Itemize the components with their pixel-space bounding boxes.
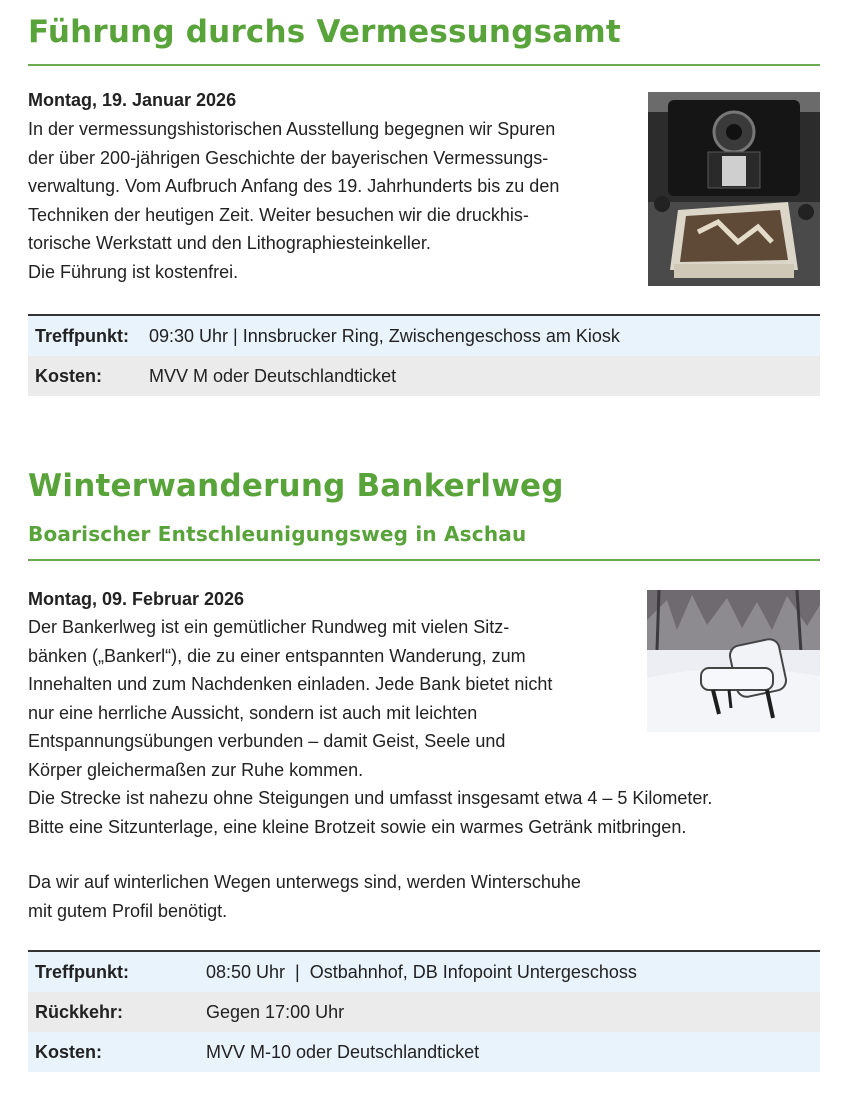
info-label: Rückkehr:	[35, 1001, 124, 1022]
event2-note	[28, 868, 581, 925]
info-label: Kosten:	[35, 365, 102, 386]
text-line: Innehalten und zum Nachdenken einladen. Jede Bank bietet nicht	[28, 674, 553, 694]
text-line: torische Werkstatt und den Lithographiesteinkeller.	[28, 233, 431, 253]
info-value: MVV M oder Deutschlandticket	[149, 365, 397, 386]
info-label: Treffpunkt:	[35, 325, 129, 346]
info-row-meeting-point	[28, 952, 820, 992]
event2-description	[28, 613, 712, 841]
event2-title-rule	[28, 559, 820, 561]
text-line: Der Bankerlweg ist ein gemütlicher Rundweg mit vielen Sitz-	[28, 617, 510, 637]
text-line: verwaltung. Vom Aufbruch Anfang des 19. Jahrhunderts bis zu den	[28, 176, 560, 196]
event1-info-table	[28, 314, 820, 396]
event2-info-table	[28, 950, 820, 1072]
event1-title: Führung durchs Vermessungsamt	[28, 14, 621, 50]
text-line: Körper gleichermaßen zur Ruhe kommen.	[28, 759, 364, 780]
snowy-bench-photo	[647, 590, 820, 732]
text-line: Entspannungsübungen verbunden – damit Geist, Seele und	[28, 731, 506, 751]
event1-title-rule	[28, 64, 820, 66]
event2-title: Winterwanderung Bankerlweg	[28, 468, 564, 504]
text-line: Bitte eine Sitzunterlage, eine kleine Brotzeit sowie ein warmes Getränk mitbringen.	[28, 816, 687, 837]
info-label: Treffpunkt:	[35, 961, 129, 982]
text-line: Techniken der heutigen Zeit. Weiter besuchen wir die druckhis-	[28, 204, 529, 225]
text-line: Da wir auf winterlichen Wegen unterwegs sind, werden Winterschuhe	[28, 872, 581, 892]
text-line: mit gutem Profil benötigt.	[28, 900, 228, 921]
info-value: Gegen 17:00 Uhr	[206, 1001, 345, 1022]
text-line: In der vermessungshistorischen Ausstellung begegnen wir Spuren	[28, 119, 556, 139]
info-row-return	[28, 992, 820, 1032]
text-line: Die Führung ist kostenfrei.	[28, 261, 239, 282]
info-value: 09:30 Uhr | Innsbrucker Ring, Zwischengeschoss am Kiosk	[149, 325, 620, 346]
text-line: Die Strecke ist nahezu ohne Steigungen und umfasst insgesamt etwa 4 – 5 Kilometer.	[28, 788, 713, 808]
event1-date: Montag, 19. Januar 2026	[28, 90, 237, 110]
info-value: 08:50 Uhr | Ostbahnhof, DB Infopoint Untergeschoss	[206, 961, 637, 982]
event2-subtitle: Boarischer Entschleunigungsweg in Aschau	[28, 522, 527, 546]
info-value: MVV M-10 oder Deutschlandticket	[206, 1041, 480, 1062]
event1-description	[28, 115, 559, 286]
info-row-meeting-point	[28, 316, 820, 356]
text-line: der über 200-jährigen Geschichte der bayerischen Vermessungs-	[28, 147, 549, 168]
info-row-cost	[28, 356, 820, 396]
text-line: nur eine herrliche Aussicht, sondern ist auch mit leichten	[28, 702, 478, 723]
event2-date: Montag, 09. Februar 2026	[28, 589, 245, 609]
text-line: bänken („Bankerl“), die zu einer entspannten Wanderung, zum	[28, 645, 526, 666]
info-row-cost	[28, 1032, 820, 1072]
printing-press-photo	[648, 92, 820, 286]
info-label: Kosten:	[35, 1041, 102, 1062]
